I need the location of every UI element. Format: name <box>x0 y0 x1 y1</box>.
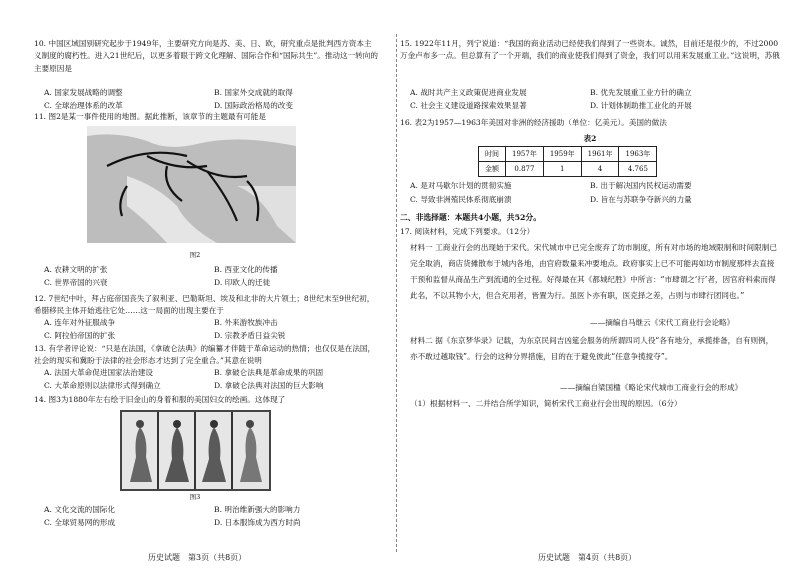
table-cell: 4.765 <box>619 162 657 177</box>
table-header-cell: 1963年 <box>619 147 657 162</box>
q10-option-a[interactable]: A. 国家发展战略的调整 <box>44 88 123 97</box>
q10-stem: 10. 中国区域国别研究起步于1949年，主要研究方向是苏、美、日、欧，研究重点是批判西方资本主义制度的腐朽性。进入21世纪后，以更多着眼于跨文化理解、国际合作和“国际共生”。推动这一转向的主要原因是 <box>34 39 378 73</box>
q11-migration-map-image <box>87 126 296 243</box>
q13-stem: 13. 有学者评论说：“只是在法国，《拿破仑法典》的编纂才伴随于革命运动的热情；也仅仅是在法国，社会的现实和冀盼于法律的社会形态才达到了完全重合。”其意在说明 <box>34 344 376 366</box>
q11-options <box>44 264 374 290</box>
q14-option-d[interactable]: D. 日本服饰成为西方时尚 <box>214 518 301 527</box>
q16-option-d[interactable]: D. 旨在与苏联争夺新兴的力量 <box>590 195 692 204</box>
q12-stem: 12. 7世纪中叶，拜占庭帝国丧失了叙利亚、巴勒斯坦、埃及和北非的大片领土；8世纪末至9世纪初，希腊移民主体开始逃往它处……这一局面的出现主要在于 <box>34 294 375 316</box>
footer-right-page-number: 历史试题 第4页（共8页） <box>538 553 637 562</box>
figure-3-caption: 图3 <box>189 493 201 501</box>
q11-option-b[interactable]: B. 西亚文化的传播 <box>214 265 278 274</box>
table-2-title: 表2 <box>583 134 597 143</box>
q14-option-b[interactable]: B. 明治维新强大的影响力 <box>214 505 301 514</box>
q15-option-b[interactable]: B. 优先发展重工业方针的确立 <box>590 88 692 97</box>
q10-option-d[interactable]: D. 国际政治格局的改变 <box>214 101 293 110</box>
q10-options <box>44 87 374 113</box>
aid-table-header-row <box>479 147 657 162</box>
column-divider <box>396 34 397 552</box>
q12-options <box>44 317 374 343</box>
q14-option-a[interactable]: A. 文化交流的国际化 <box>44 505 116 514</box>
q13-option-d[interactable]: D. 拿破仑法典对法国的巨大影响 <box>214 381 324 390</box>
q16-option-b[interactable]: B. 出于解决国内民权运动需要 <box>590 181 692 190</box>
table-header-cell: 时间 <box>479 147 506 162</box>
q17-material-1-source: ——摘编自马继云《宋代工商业行会论略》 <box>590 318 735 327</box>
q14-stem: 14. 图3为1880年左右绘于旧金山的身着和服的美国妇女的绘画。这体现了 <box>34 395 286 404</box>
footer-left-page-number: 历史试题 第3页（共8页） <box>148 553 247 562</box>
q17-sub-question-1: （1）根据材料一、二并结合所学知识，简析宋代工商业行会出现的原因。（6分） <box>410 399 682 408</box>
table-header-cell: 1959年 <box>543 147 581 162</box>
q16-options <box>410 180 780 206</box>
q13-option-a[interactable]: A. 法国大革命促进国家法治建设 <box>44 368 154 377</box>
screen-graphic <box>122 412 269 489</box>
q16-stem: 16. 表2为1957—1963年美国对非洲的经济援助（单位：亿美元）。美国的做法 <box>400 118 667 127</box>
q11-option-a[interactable]: A. 农耕文明的扩张 <box>44 265 108 274</box>
aid-table <box>478 146 657 177</box>
right-column <box>400 0 800 579</box>
q17-material-2-source: ——摘编自梁国楹《略论宋代城市工商业行会的形成》 <box>560 383 743 392</box>
q17-material-1: 材料一 工商业行会的出现始于宋代。宋代城市中已完全废弃了坊市制度，所有对市场的地域限制和时间限制已完全取消，商店货摊散布于城内各地，由官府数量来冲要地点。政府事实上已不可能再如坊市制度那样去直接干预和监督从商品生产到流通的全过程。好得最在其《都城纪胜》中所言：“市肆谓之‘行’者，因官府科索而得此名，不以其物小大，但合充用者，皆置为行。虽医卜亦有职，医克择之差，占则与市肆行团同也。” <box>410 243 777 300</box>
q10-option-b[interactable]: B. 国家外交成就的取得 <box>214 88 293 97</box>
q15-options <box>410 87 780 113</box>
q12-option-c[interactable]: C. 阿拉伯帝国的扩张 <box>44 331 116 340</box>
table-cell: 0.877 <box>506 162 544 177</box>
q11-option-d[interactable]: D. 印欧人的迁徙 <box>214 278 271 287</box>
q16-option-c[interactable]: C. 导致非洲殖民体系彻底崩溃 <box>410 195 512 204</box>
q17-material-2: 材料二 据《东京梦华录》记载，为东京民间吉凶筵会服务的所谓四司人役“各有地分，承揽排备，自有则例，亦不敢过越取钱”。行会的这种分界措施，目的在于避免彼此“任意争揽搅夺”。 <box>410 336 774 361</box>
map-graphic <box>87 126 296 243</box>
table-cell: 1 <box>543 162 581 177</box>
q11-stem: 11. 图2是某一事件使用的地图。据此推断，该章节的主题最有可能是 <box>34 112 266 121</box>
figure-2-caption: 图2 <box>189 251 201 259</box>
table-cell: 金额 <box>479 162 506 177</box>
q15-option-d[interactable]: D. 计划体制助推工业化的开展 <box>590 101 692 110</box>
q12-option-d[interactable]: D. 宗教矛盾日益尖锐 <box>214 331 286 340</box>
table-header-cell: 1957年 <box>506 147 544 162</box>
q14-folding-screen-image <box>120 410 271 491</box>
q14-option-c[interactable]: C. 全球贸易网的形成 <box>44 518 116 527</box>
q14-options <box>44 504 374 530</box>
table-cell: 4 <box>581 162 619 177</box>
q11-option-c[interactable]: C. 世界帝国的兴衰 <box>44 278 108 287</box>
q10-option-c[interactable]: C. 全球治理体系的改革 <box>44 101 123 110</box>
q13-option-c[interactable]: C. 大革命原则以法律形式得到确立 <box>44 381 161 390</box>
q12-option-a[interactable]: A. 连年对外征服战争 <box>44 318 116 327</box>
q13-option-b[interactable]: B. 拿破仑法典是革命成果的巩固 <box>214 368 324 377</box>
q17-stem: 17. 阅读材料，完成下列要求。（12分） <box>400 227 535 236</box>
q15-stem: 15. 1922年11月，列宁说道：“我国的商业活动已经使我们得到了一些资本。诚然，目前还是很少的，不过2000万金卢布多一点。但总算有了一个开端，我们的商业使我们得到了资金，我们可以用来发展重工业。”这说明，苏俄 <box>400 39 780 61</box>
q15-option-c[interactable]: C. 社会主义建设道路探索效果显著 <box>410 101 527 110</box>
q16-option-a[interactable]: A. 是对马歇尔计划的贯彻实施 <box>410 181 512 190</box>
q13-options <box>44 367 374 393</box>
q15-option-a[interactable]: A. 战时共产主义政策促进商业发展 <box>410 88 527 97</box>
aid-table-row <box>479 162 657 177</box>
q12-option-b[interactable]: B. 外来游牧族冲击 <box>214 318 278 327</box>
left-column <box>0 0 393 579</box>
section-2-heading: 二、非选择题：本题共4小题，共52分。 <box>400 213 542 222</box>
table-header-cell: 1961年 <box>581 147 619 162</box>
